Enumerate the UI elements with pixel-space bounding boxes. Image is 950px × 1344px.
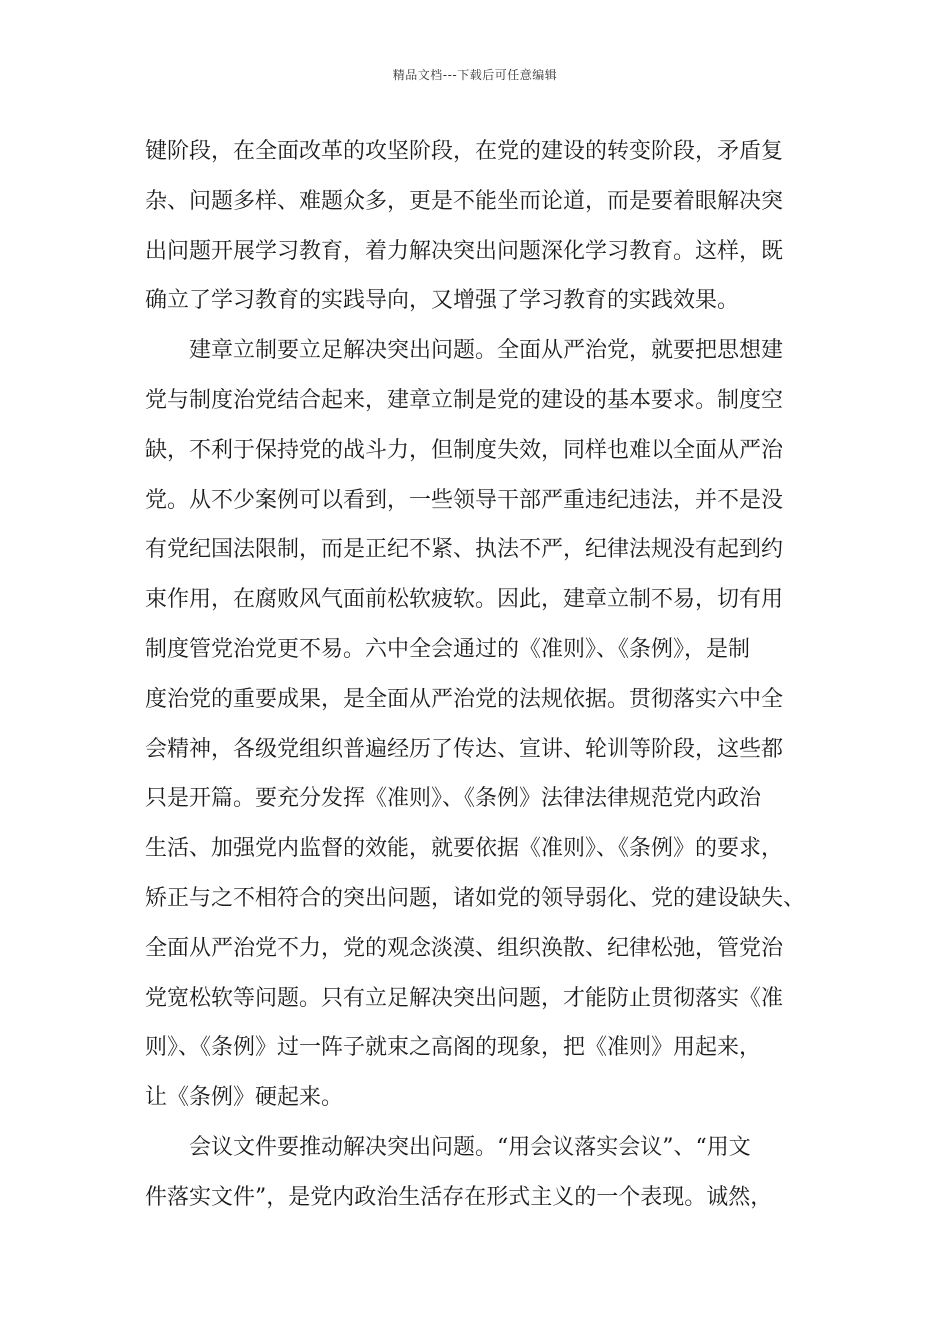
text-line-first: 建章立制要立足解决突出问题。全面从严治党，就要把思想建 (189, 338, 784, 364)
text-line: 出问题开展学习教育，着力解决突出问题深化学习教育。这样，既 (145, 238, 784, 264)
text-line: 矫正与之不相符合的突出问题，诸如党的领导弱化、党的建设缺失、 (145, 885, 806, 911)
text-line: 杂、问题多样、难题众多，更是不能坐而论道，而是要着眼解决突 (145, 188, 784, 214)
text-line: 缺，不利于保持党的战斗力，但制度失效，同样也难以全面从严治 (145, 437, 784, 463)
text-line: 全面从严治党不力，党的观念淡漠、组织涣散、纪律松弛，管党治 (145, 935, 784, 961)
text-line: 件落实文件”，是党内政治生活存在形式主义的一个表现。诚然， (145, 1184, 773, 1210)
text-line: 让《条例》硬起来。 (145, 1085, 344, 1111)
text-line: 束作用，在腐败风气面前松软疲软。因此，建章立制不易，切有用 (145, 587, 784, 613)
text-line: 确立了学习教育的实践导向，又增强了学习教育的实践效果。 (145, 288, 740, 314)
paragraph-meetings (145, 1123, 825, 1223)
paragraph-continued (145, 127, 825, 326)
text-line: 党。从不少案例可以看到，一些领导干部严重违纪违法，并不是没 (145, 487, 784, 513)
text-line: 只是开篇。要充分发挥《准则》、《条例》法律法律规范党内政治 (145, 786, 762, 812)
text-line: 度治党的重要成果，是全面从严治党的法规依据。贯彻落实六中全 (145, 686, 784, 712)
paragraph-rules (145, 326, 825, 1123)
text-line: 制度管党治党更不易。六中全会通过的《准则》、《条例》，是制 (145, 636, 751, 662)
text-line: 键阶段，在全面改革的攻坚阶段，在党的建设的转变阶段，矛盾复 (145, 139, 784, 164)
text-line: 党宽松软等问题。只有立足解决突出问题，才能防止贯彻落实《准 (145, 985, 784, 1011)
text-line: 会精神，各级党组织普遍经历了传达、宣讲、轮训等阶段，这些都 (145, 736, 784, 762)
document-body (145, 127, 825, 1223)
text-line: 则》、《条例》过一阵子就束之高阁的现象，把《准则》用起来， (145, 1035, 762, 1061)
text-line: 党与制度治党结合起来，建章立制是党的建设的基本要求。制度空 (145, 387, 784, 413)
text-line: 有党纪国法限制，而是正纪不紧、执法不严，纪律法规没有起到约 (145, 537, 784, 563)
text-line: 生活、加强党内监督的效能，就要依据《准则》、《条例》的要求， (145, 836, 784, 862)
text-line-first: 会议文件要推动解决突出问题。“用会议落实会议”、“用文 (189, 1134, 751, 1160)
page-header: 精品文档---下载后可任意编辑 (392, 68, 558, 82)
